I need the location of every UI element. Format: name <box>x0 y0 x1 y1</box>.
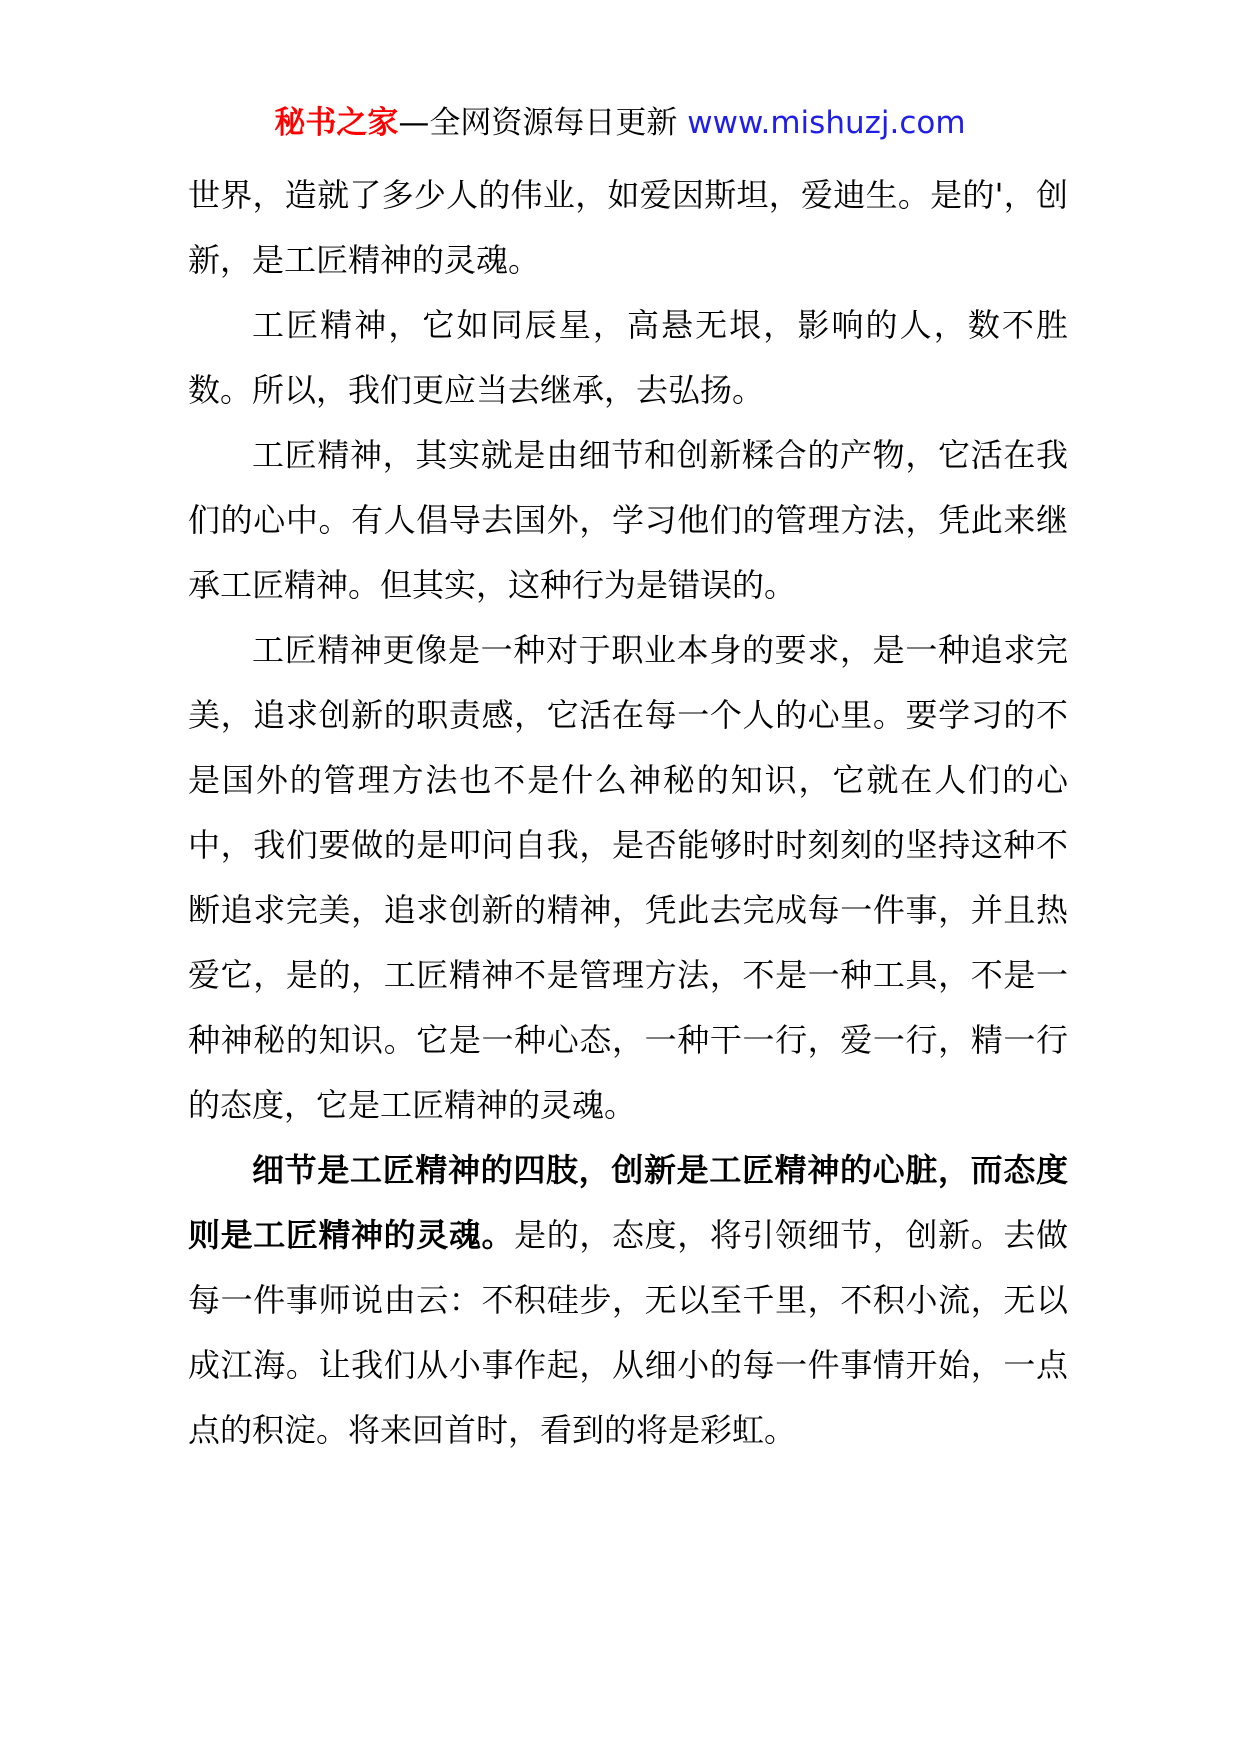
paragraph-continued <box>188 163 1068 293</box>
paragraph-text: 世界，造就了多少人的伟业，如爱因斯坦，爱迪生。是的'，创新，是工匠精神的灵魂。 <box>188 176 1068 279</box>
paragraph <box>188 293 1068 423</box>
paragraph-bold-lead: 细节是工匠精神的四肢，创新是工匠精神的心脏，而态度则是工匠精神的灵魂。 <box>188 1151 1068 1254</box>
paragraph <box>188 618 1068 1138</box>
page-header <box>0 101 1240 145</box>
site-brand: 秘书之家 <box>274 105 399 141</box>
paragraph-text: 是的，态度，将引领细节，创新。去做每一件事师说由云：不积硅步，无以至千里，不积小流，无以成江海。让我们从小事作起，从细小的每一件事情开始，一点点的积淀。将来回首时，看到的将是彩虹。 <box>188 1216 1068 1449</box>
paragraph-text: 工匠精神，其实就是由细节和创新糅合的产物，它活在我们的心中。有人倡导去国外，学习他们的管理方法，凭此来继承工匠精神。但其实，这种行为是错误的。 <box>188 436 1068 604</box>
paragraph <box>188 423 1068 618</box>
paragraph-text: 工匠精神更像是一种对于职业本身的要求，是一种追求完美，追求创新的职责感，它活在每一个人的心里。要学习的不是国外的管理方法也不是什么神秘的知识，它就在人们的心中，我们要做的是叩问自我，是否能够时时刻刻的坚持这种不断追求完美，追求创新的精神，凭此去完成每一件事，并且热爱它，是的，工匠精神不是管理方法，不是一种工具，不是一种神秘的知识。它是一种心态，一种干一行，爱一行，精一行的态度，它是工匠精神的灵魂。 <box>188 631 1068 1124</box>
document-body <box>188 163 1068 1463</box>
site-url[interactable]: www.mishuzj.com <box>687 105 966 141</box>
site-tagline: —全网资源每日更新 <box>398 105 678 141</box>
paragraph-text: 工匠精神，它如同辰星，高悬无垠，影响的人，数不胜数。所以，我们更应当去继承，去弘扬。 <box>188 306 1068 409</box>
paragraph <box>188 1138 1068 1463</box>
